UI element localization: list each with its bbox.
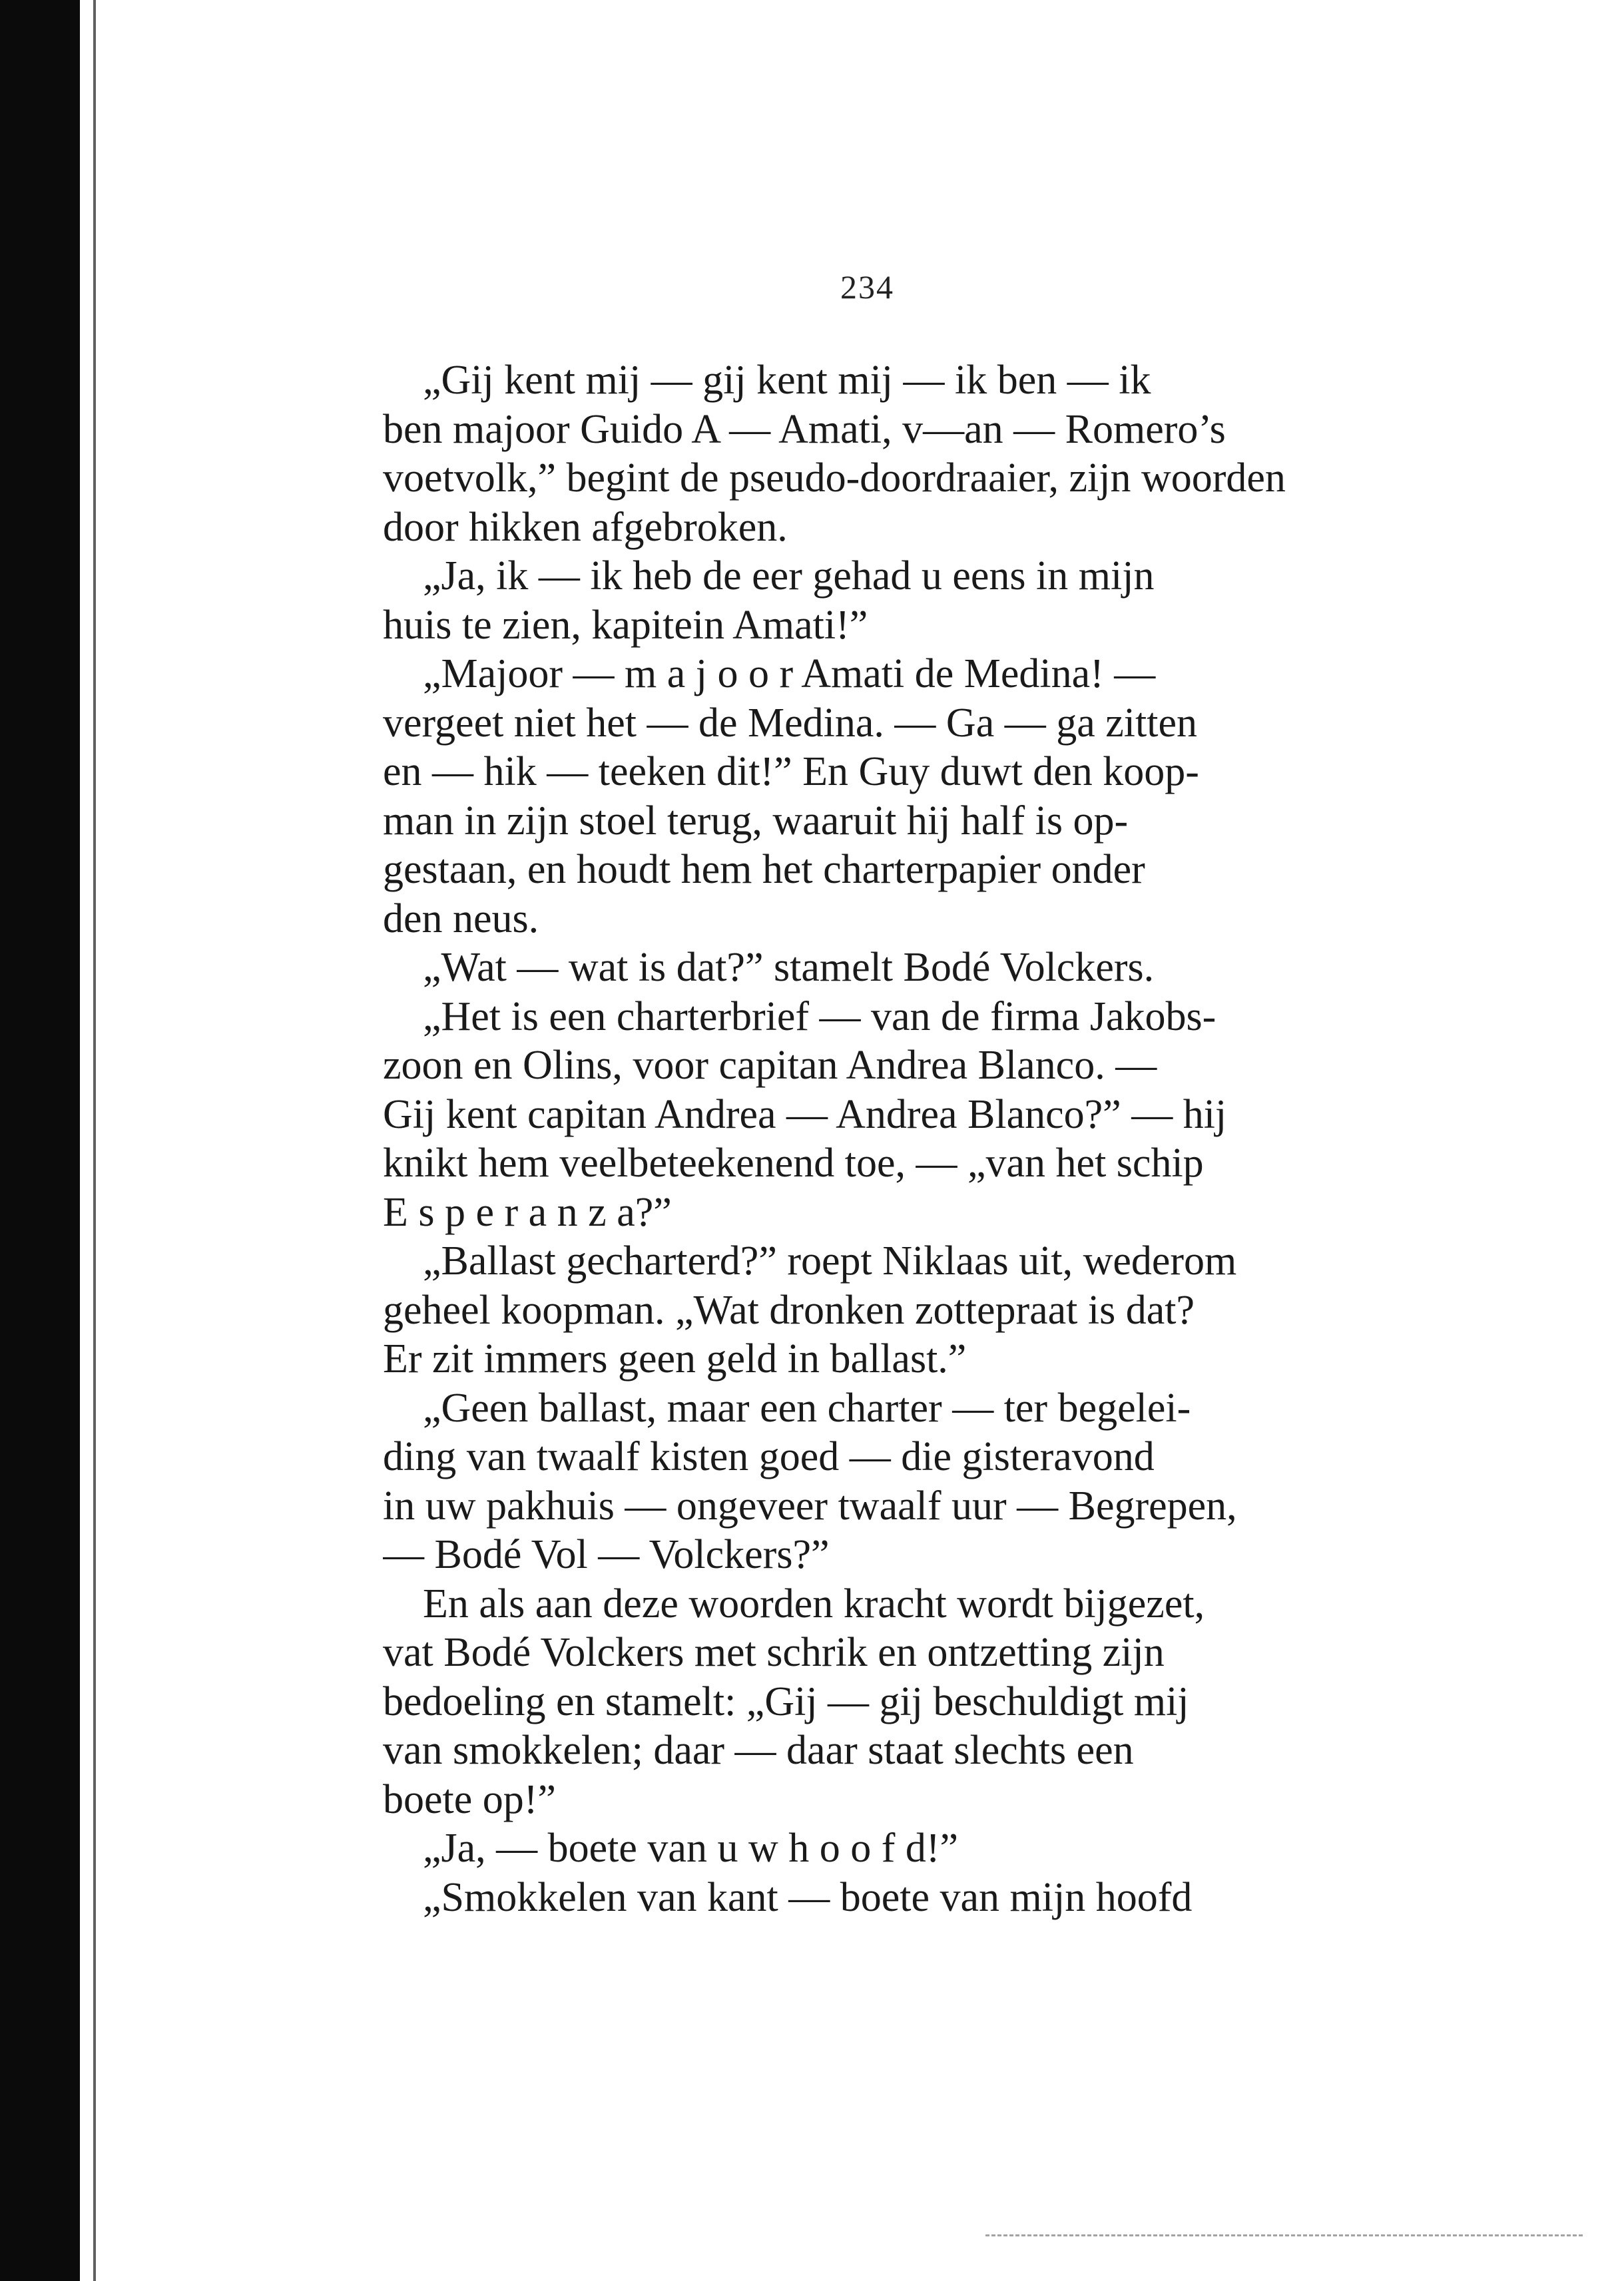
text-line: ben majoor Guido A — Amati, v—an — Romero’s xyxy=(383,406,1226,452)
bottom-edge-rule xyxy=(985,2234,1585,2236)
text-line: „Ja, ik — ik heb de eer gehad u eens in mijn xyxy=(423,553,1155,599)
text-line: bedoeling en stamelt: „Gij — gij beschuldigt mij xyxy=(383,1678,1189,1724)
text-line: man in zijn stoel terug, waaruit hij half is op- xyxy=(383,798,1129,844)
text-line: En als aan deze woorden kracht wordt bijgezet, xyxy=(423,1581,1205,1627)
text-line: voetvolk,” begint de pseudo-doordraaier, zijn woorden xyxy=(383,455,1286,501)
text-line: van smokkelen; daar — daar staat slechts een xyxy=(383,1728,1134,1773)
text-line: Gij kent capitan Andrea — Andrea Blanco?” — hij xyxy=(383,1091,1227,1137)
text-line: den neus. xyxy=(383,895,539,941)
text-line: „Majoor — m a j o o r Amati de Medina! — xyxy=(423,651,1156,696)
text-line: „Geen ballast, maar een charter — ter begelei- xyxy=(423,1385,1191,1431)
text-line: vat Bodé Volckers met schrik en ontzetting zijn xyxy=(383,1630,1165,1675)
text-line: „Gij kent mij — gij kent mij — ik ben — ik xyxy=(423,358,1151,403)
text-line: gestaan, en houdt hem het charterpapier onder xyxy=(383,847,1145,892)
body-text xyxy=(383,356,1382,1922)
text-line: „Wat — wat is dat?” stamelt Bodé Volckers. xyxy=(423,945,1155,990)
text-line: door hikken afgebroken. xyxy=(383,504,788,550)
book-binding-edge xyxy=(0,0,80,2281)
text-line: „Ballast gecharterd?” roept Niklaas uit, wederom xyxy=(423,1238,1237,1284)
page-number: 234 xyxy=(840,268,894,306)
text-line: Er zit immers geen geld in ballast.” xyxy=(383,1336,967,1382)
text-line: „Ja, — boete van u w h o o f d!” xyxy=(423,1826,959,1871)
text-line: — Bodé Vol — Volckers?” xyxy=(383,1532,830,1577)
text-line: huis te zien, kapitein Amati!” xyxy=(383,602,868,648)
gutter-line xyxy=(93,0,96,2281)
text-line: en — hik — teeken dit!” En Guy duwt den koop- xyxy=(383,749,1199,794)
text-line: „Smokkelen van kant — boete van mijn hoofd xyxy=(423,1874,1193,1920)
text-line: boete op!” xyxy=(383,1776,556,1822)
text-line: E s p e r a n z a?” xyxy=(383,1189,672,1235)
text-line: knikt hem veelbeteekenend toe, — „van het schip xyxy=(383,1140,1204,1186)
text-line: „Het is een charterbrief — van de firma Jakobs- xyxy=(423,993,1217,1039)
text-line: geheel koopman. „Wat dronken zottepraat is dat? xyxy=(383,1287,1195,1333)
text-line: in uw pakhuis — ongeveer twaalf uur — Begrepen, xyxy=(383,1483,1237,1529)
text-line: ding van twaalf kisten goed — die gisteravond xyxy=(383,1434,1155,1479)
text-line: zoon en Olins, voor capitan Andrea Blanco. — xyxy=(383,1043,1157,1088)
text-line: vergeet niet het — de Medina. — Ga — ga zitten xyxy=(383,700,1197,746)
